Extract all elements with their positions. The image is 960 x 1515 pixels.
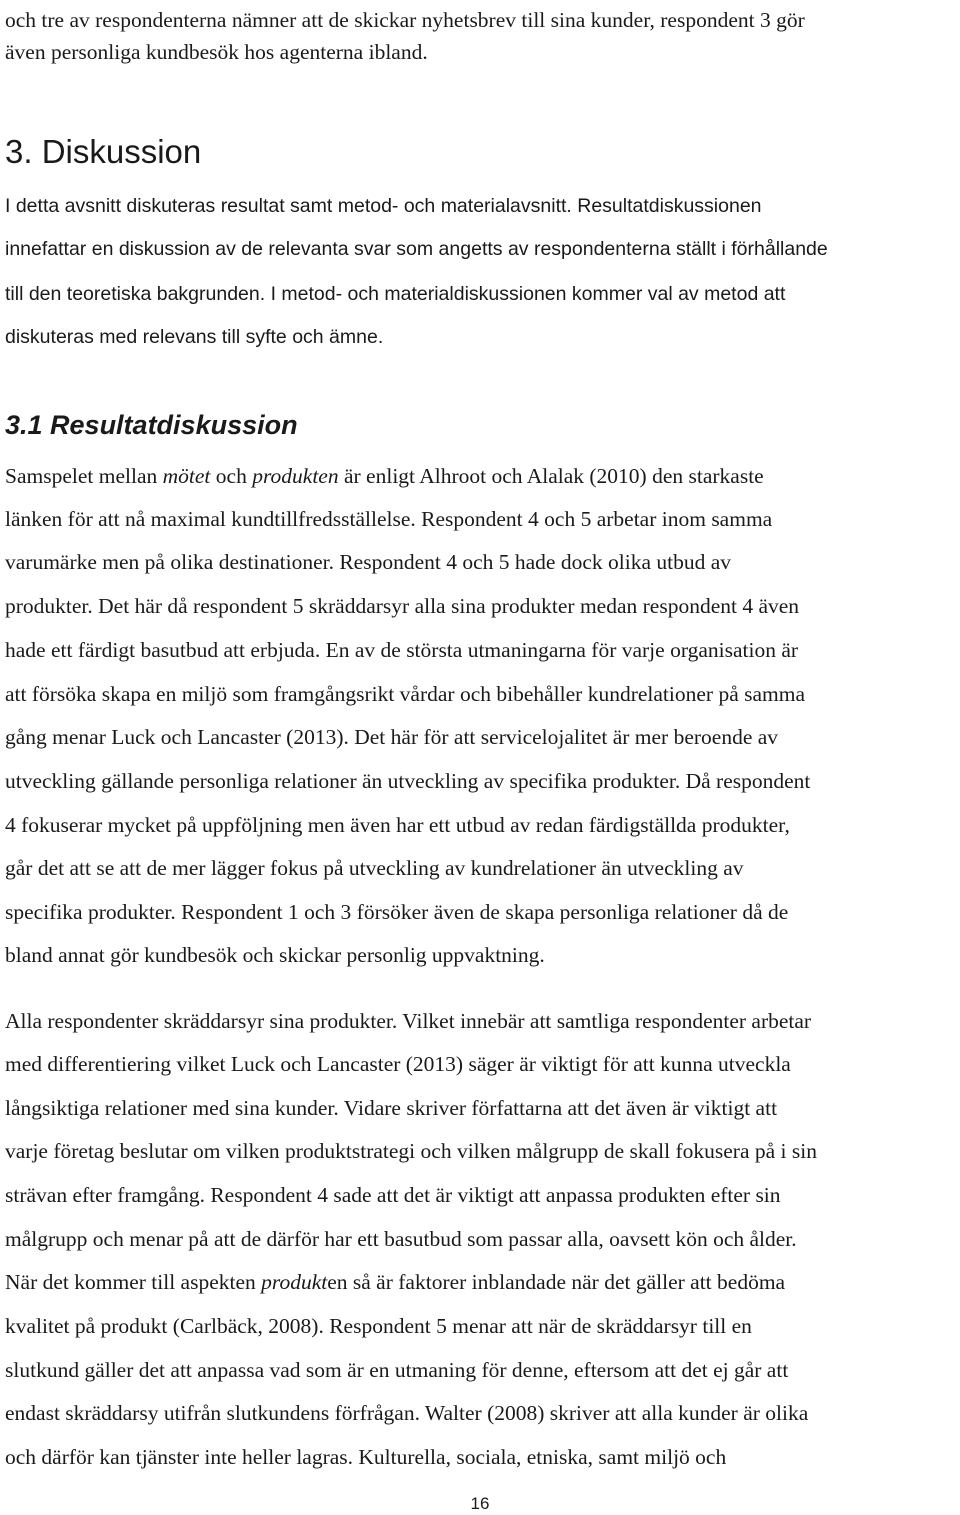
body-text-line: specifika produkter. Respondent 1 och 3 försöker även de skapa personliga relationer då de	[5, 900, 789, 924]
body-text-line: att försöka skapa en miljö som framgångsrikt vårdar och bibehåller kundrelationer på samma	[5, 682, 806, 706]
body-text-line: går det att se att de mer lägger fokus på utveckling av kundrelationer än utveckling av	[5, 856, 744, 880]
body-text-line: slutkund gäller det att anpassa vad som är en utmaning för denne, eftersom att det ej går att	[5, 1358, 789, 1382]
body-text-line: endast skräddarsy utifrån slutkundens förfrågan. Walter (2008) skriver att alla kunder är olika	[5, 1401, 809, 1425]
body-text-line: diskuteras med relevans till syfte och ämne.	[5, 326, 384, 348]
emphasis-text: mötet	[162, 464, 211, 488]
body-text-line: med differentiering vilket Luck och Lancaster (2013) säger är viktigt för att kunna utveckla	[5, 1052, 791, 1076]
body-text-line: 4 fokuserar mycket på uppföljning men även har ett utbud av redan färdigställda produkter,	[5, 813, 790, 837]
body-text-line: bland annat gör kundbesök och skickar personlig uppvaktning.	[5, 943, 545, 967]
body-text-line: varumärke men på olika destinationer. Respondent 4 och 5 hade dock olika utbud av	[5, 550, 732, 574]
body-text-line: strävan efter framgång. Respondent 4 sade att det är viktigt att anpassa produkten efter sin	[5, 1183, 781, 1207]
body-text-line: hade ett färdigt basutbud att erbjuda. En av de största utmaningarna för varje organisation är	[5, 638, 799, 662]
body-text-line: och därför kan tjänster inte heller lagras. Kulturella, sociala, etniska, samt miljö och	[5, 1445, 727, 1469]
body-text-line: gång menar Luck och Lancaster (2013). Det här för att servicelojalitet är mer beroende av	[5, 725, 779, 749]
body-text-line: När det kommer till aspekten produkten så är faktorer inblandade när det gäller att bedöma	[5, 1270, 786, 1294]
body-text-line: långsiktiga relationer med sina kunder. Vidare skriver författarna att det även är viktigt att	[5, 1096, 778, 1120]
body-text-line: innefattar en diskussion av de relevanta svar som angetts av respondenterna ställt i förhållande	[5, 238, 828, 260]
emphasis-text: produkten	[252, 464, 339, 488]
subsection-heading: 3.1 Resultatdiskussion	[5, 410, 298, 440]
body-text-line: länken för att nå maximal kundtillfredsställelse. Respondent 4 och 5 arbetar inom samma	[5, 507, 773, 531]
page-number: 16	[470, 1494, 490, 1513]
body-text-line: målgrupp och menar på att de därför har ett basutbud som passar alla, oavsett kön och ålder.	[5, 1227, 797, 1251]
section-heading: 3. Diskussion	[5, 133, 202, 170]
body-text-line: Samspelet mellan mötet och produkten är enligt Alhroot och Alalak (2010) den starkaste	[5, 464, 764, 488]
body-text-line: produkter. Det här då respondent 5 skräddarsyr alla sina produkter medan respondent 4 även	[5, 594, 800, 618]
body-text-line: I detta avsnitt diskuteras resultat samt metod- och materialavsnitt. Resultatdiskussionen	[5, 195, 762, 217]
body-text-line: utveckling gällande personliga relationer än utveckling av specifika produkter. Då respondent	[5, 769, 811, 793]
body-text-line: och tre av respondenterna nämner att de skickar nyhetsbrev till sina kunder, respondent 3 gör	[5, 8, 805, 32]
body-text-line: även personliga kundbesök hos agenterna ibland.	[5, 40, 428, 64]
body-text-line: Alla respondenter skräddarsyr sina produkter. Vilket innebär att samtliga respondenter arbetar	[5, 1009, 812, 1033]
emphasis-text: produkt	[261, 1270, 328, 1294]
body-text-line: till den teoretiska bakgrunden. I metod- och materialdiskussionen kommer val av metod att	[5, 283, 786, 305]
body-text-line: kvalitet på produkt (Carlbäck, 2008). Respondent 5 menar att när de skräddarsyr till en	[5, 1314, 752, 1338]
body-text-line: varje företag beslutar om vilken produktstrategi och vilken målgrupp de skall fokusera på i sin	[5, 1139, 817, 1163]
